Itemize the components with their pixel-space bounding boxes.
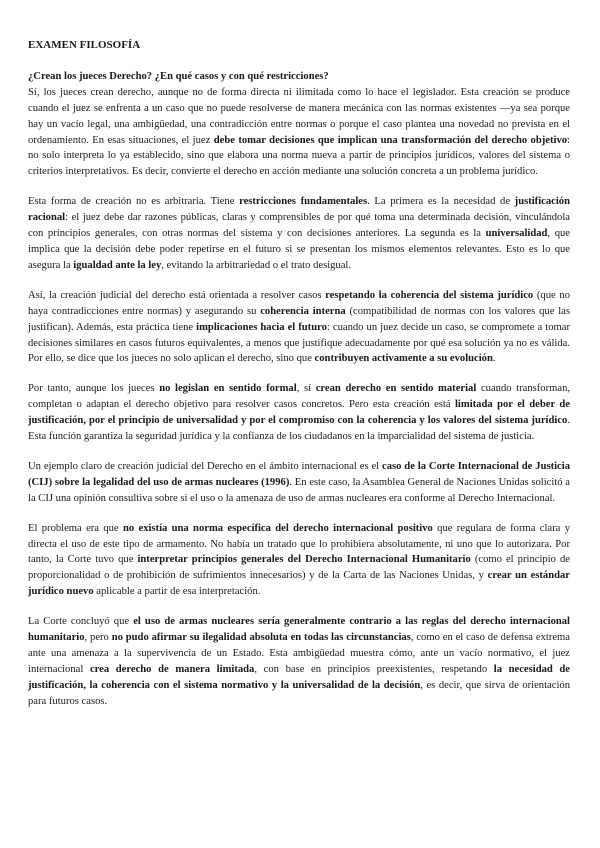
text-run: , sí <box>296 383 316 395</box>
answer-body <box>28 85 570 710</box>
paragraph <box>28 521 570 601</box>
text-run: (que no haya contradicciones entre normas) y asegurando su <box>28 289 570 317</box>
text-run: , como en el caso de defensa extrema ante una amenaza a la supervivencia de un Estado. Esta ambigüedad muestra cómo, ante un vacío normativo, el juez internacional <box>28 632 570 675</box>
bold-text: universalidad <box>485 228 548 240</box>
bold-text: restricciones fundamentales <box>239 196 368 208</box>
text-run: Esta forma de creación no es arbitraria. Tiene <box>28 196 240 208</box>
document-page <box>28 38 570 724</box>
paragraph <box>28 85 570 180</box>
bold-text: crea derecho de manera limitada <box>89 663 255 675</box>
text-run: Un ejemplo claro de creación judicial del Derecho en el ámbito internacional es el <box>28 460 382 472</box>
text-run: El problema era que <box>28 522 123 534</box>
paragraph <box>28 194 570 274</box>
bold-text: no existía una norma específica del derecho internacional positivo <box>122 522 433 534</box>
text-run: , evitando la arbitrariedad o el trato desigual. <box>161 259 352 271</box>
text-run: . La primera es la necesidad de <box>367 196 515 208</box>
text-run: . En este caso, la Asamblea General de Naciones Unidas solicitó a la CIJ una opinión consultiva sobre si el uso o la amenaza de uso de armas nucleares era conforme al Derecho Internacional. <box>28 476 571 504</box>
text-run: cuando transforman, completan o adaptan el derecho objetivo para resolver casos concretos. Pero esta creación está <box>28 383 571 411</box>
bold-text: justificación racional <box>28 196 570 224</box>
bold-text: interpretar principios generales del Derecho Internacional Humanitario <box>137 554 471 566</box>
paragraph <box>28 614 570 709</box>
text-run: . <box>492 353 496 365</box>
text-run: Sí, los jueces crean derecho, aunque no de forma directa ni ilimitada como lo hace el legislador. Esta creación se produce cuando el juez se enfrenta a un caso que no puede resolverse de manera mecánica con las normas existentes —ya sea porque hay un vacío legal, una ambigüedad, una contradicción entre normas o porque el caso plantea una novedad no prevista en el ordenamiento. En esas situaciones, el juez <box>28 86 570 146</box>
exam-question: ¿Crean los jueces Derecho? ¿En qué casos y con qué restricciones? <box>28 70 329 82</box>
bold-text: debe tomar decisiones que implican una transformación del derecho objetivo <box>213 134 568 146</box>
bold-text: coherencia interna <box>260 305 346 317</box>
bold-text: limitada por el deber de justificación, por el principio de universalidad y por el compromiso con la coherencia y los valores del sistema jurídico <box>28 399 570 427</box>
text-run: (compatibilidad de normas con los valores que las justifican). Además, esta práctica tiene <box>28 305 571 333</box>
bold-text: no pudo afirmar su ilegalidad absoluta en todas las circunstancias <box>111 632 411 644</box>
text-run: , que implica que la decisión debe poder repetirse en el futuro si se presentan los mismos elementos relevantes. Esto es lo que asegura la <box>28 228 570 271</box>
bold-text: caso de la Corte Internacional de Justicia (CIJ) sobre la legalidad del uso de armas nucleares (1996) <box>28 460 570 488</box>
text-run: (como el principio de proporcionalidad o de prohibición de sufrimientos innecesarios) y de la Carta de las Naciones Unidas, y <box>28 554 570 582</box>
bold-text: no legislan en sentido formal <box>159 383 297 395</box>
text-run: , pero <box>84 632 112 644</box>
document-title: EXAMEN FILOSOFÍA <box>28 39 141 51</box>
text-run: La Corte concluyó que <box>28 616 134 628</box>
bold-text: implicaciones hacia el futuro <box>196 321 327 333</box>
bold-text: contribuyen activamente a su evolución <box>314 353 493 365</box>
paragraph <box>28 288 570 368</box>
text-run: , es decir, que sirva de orientación para futuros casos. <box>28 679 570 707</box>
text-run: . Esta función garantiza la seguridad jurídica y la confianza de los ciudadanos en la imparcialidad del sistema de justicia. <box>28 415 570 443</box>
text-run: aplicable a partir de esa interpretación. <box>93 586 261 598</box>
text-run: : el juez debe dar razones públicas, claras y comprensibles de por qué toma una determinada decisión, vinculándola con principios generales, con otras normas del sistema y con decisiones anteriores. La segunda es la <box>28 212 570 240</box>
paragraph <box>28 381 570 445</box>
paragraph <box>28 459 570 507</box>
bold-text: igualdad ante la ley <box>73 259 162 271</box>
text-run: , con base en principios preexistentes, respetando <box>254 663 494 675</box>
text-run: que regulara de forma clara y directa el uso de este tipo de armamento. No había un tratado que lo prohibiera absolutamente, ni uno que lo autorizara. Por tanto, la Corte tuvo que <box>28 522 570 566</box>
bold-text: el uso de armas nucleares sería generalmente contrario a las reglas del derecho internacional humanitario <box>28 616 571 644</box>
bold-text: la necesidad de justificación, la coherencia con el sistema normativo y la universalidad de la decisión <box>28 663 571 691</box>
text-run: : cuando un juez decide un caso, se compromete a tomar decisiones similares en casos futuros equivalentes, a menos que justifique adecuadamente por qué esa solución ya no es válida. Por ello, se dice que los jueces no solo aplican el derecho, sino que <box>28 321 570 365</box>
bold-text: crean derecho en sentido material <box>315 383 477 395</box>
text-run: : no solo interpreta lo ya establecido, sino que elabora una norma nueva a partir de principios jurídicos, valores del sistema o criterios interpretativos. Es decir, convierte el derecho en acción mediante una solución concreta a un problema jurídico. <box>28 134 570 178</box>
text-run: Así, la creación judicial del derecho está orientada a resolver casos <box>28 289 326 301</box>
bold-text: crear un estándar jurídico nuevo <box>28 570 571 598</box>
bold-text: respetando la coherencia del sistema jurídico <box>325 289 534 301</box>
text-run: Por tanto, aunque los jueces <box>28 383 160 395</box>
